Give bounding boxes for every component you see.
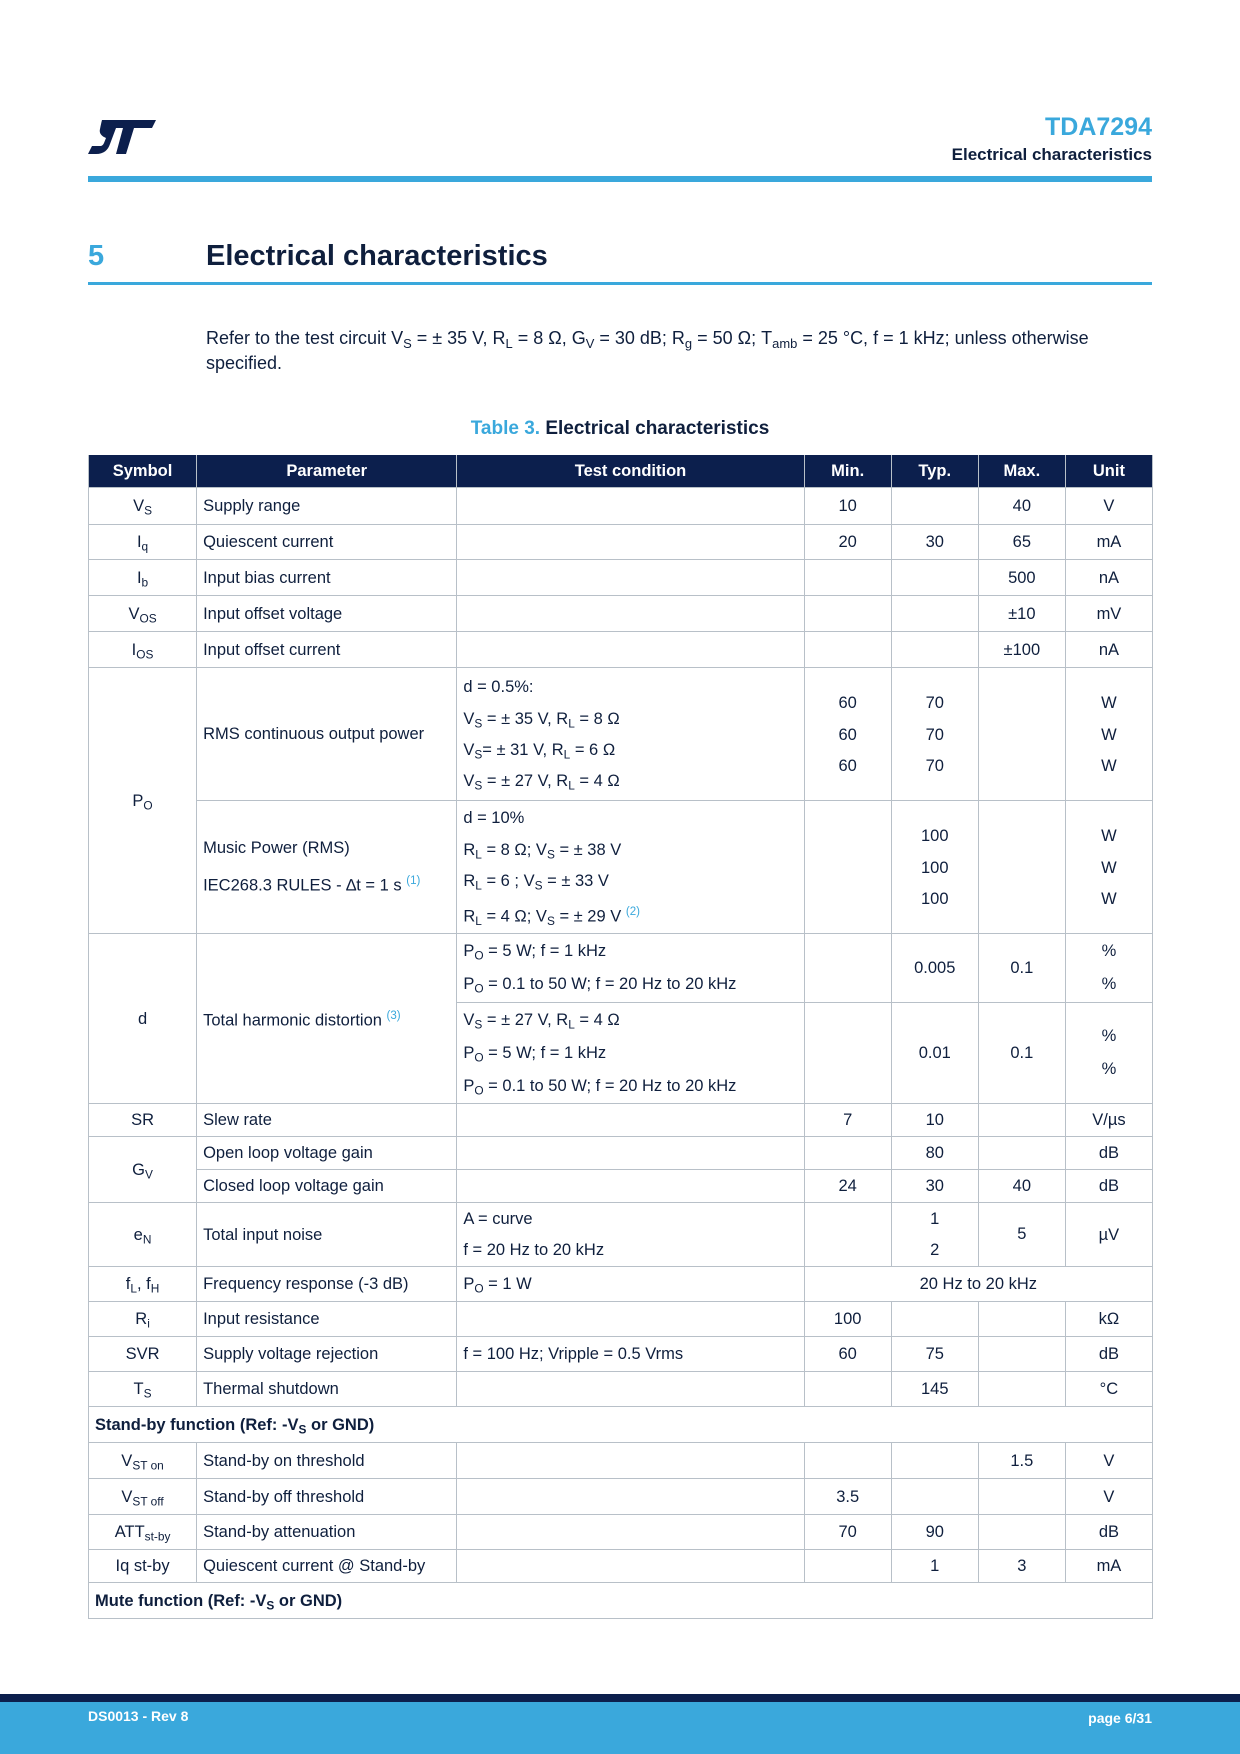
parameter-cell: Music Power (RMS) IEC268.3 RULES - ∆t = 1 s $^{(1)}$ — [197, 801, 457, 934]
unit-cell: dB — [1065, 1170, 1152, 1203]
table-row — [89, 488, 1153, 525]
parameter-cell: Supply voltage rejection — [197, 1337, 457, 1372]
unit-cell: mA — [1065, 1550, 1152, 1583]
mute-section-heading: Mute function (Ref: $-V_S$ or GND) — [89, 1583, 1153, 1619]
table-row — [89, 1267, 1153, 1302]
table-section-row — [89, 1583, 1153, 1619]
typ-cell: 70 70 70 — [891, 668, 978, 801]
table-row — [89, 632, 1153, 668]
unit-cell: W W W — [1065, 668, 1152, 801]
condition-cell — [457, 1515, 804, 1550]
document-subtitle: Electrical characteristics — [951, 145, 1152, 164]
footnote-ref: (2) — [625, 905, 640, 918]
max-cell: 40 — [978, 1170, 1065, 1203]
symbol-cell: Iq st-by — [89, 1550, 197, 1583]
table-row — [89, 1372, 1153, 1407]
table-row — [89, 1203, 1153, 1267]
header-block — [952, 112, 1152, 166]
unit-cell: mV — [1065, 596, 1152, 632]
parameter-cell: Input bias current — [197, 560, 457, 596]
typ-cell: 30 — [891, 525, 978, 560]
condition-cell — [457, 1137, 804, 1170]
max-cell: 40 — [978, 488, 1065, 525]
typ-cell: 100 100 100 — [891, 801, 978, 934]
parameter-cell: Input offset current — [197, 632, 457, 668]
min-cell: 20 — [804, 525, 891, 560]
table-row — [89, 1104, 1153, 1137]
column-header: Min. — [804, 455, 891, 488]
parameter-cell: Stand-by on threshold — [197, 1443, 457, 1479]
typ-cell: 75 — [891, 1337, 978, 1372]
table-row — [89, 525, 1153, 560]
typ-cell — [891, 488, 978, 525]
unit-cell: µV — [1065, 1203, 1152, 1267]
table-row — [89, 596, 1153, 632]
parameter-cell: Quiescent current — [197, 525, 457, 560]
table-row — [89, 1479, 1153, 1515]
typ-cell: 80 — [891, 1137, 978, 1170]
max-cell — [978, 1302, 1065, 1337]
typ-cell: 1 2 — [891, 1203, 978, 1267]
table-title: Electrical characteristics — [545, 418, 770, 439]
unit-cell: V — [1065, 1479, 1152, 1515]
footer-doc-id: DS0013 - Rev 8 — [88, 1708, 189, 1724]
parameter-cell: Stand-by off threshold — [197, 1479, 457, 1515]
max-cell: 0.1 — [978, 1003, 1065, 1104]
header-rule — [88, 176, 1152, 182]
condition-cell — [457, 1550, 804, 1583]
parameter-cell: Thermal shutdown — [197, 1372, 457, 1407]
symbol-cell: $V_S$ — [89, 488, 197, 525]
range-value-cell: 20 Hz to 20 kHz — [804, 1267, 1152, 1302]
unit-cell: W W W — [1065, 801, 1152, 934]
max-cell: 1.5 — [978, 1443, 1065, 1479]
min-cell: 70 — [804, 1515, 891, 1550]
parameter-cell: Total input noise — [197, 1203, 457, 1267]
symbol-cell: SR — [89, 1104, 197, 1137]
max-cell: ±10 — [978, 596, 1065, 632]
max-cell: 5 — [978, 1203, 1065, 1267]
max-cell: 65 — [978, 525, 1065, 560]
min-cell: 100 — [804, 1302, 891, 1337]
condition-cell — [457, 596, 804, 632]
max-cell: 0.1 — [978, 934, 1065, 1003]
column-header: Typ. — [891, 455, 978, 488]
min-cell — [804, 632, 891, 668]
typ-cell: 90 — [891, 1515, 978, 1550]
min-cell — [804, 1550, 891, 1583]
section-title: Electrical characteristics — [206, 240, 548, 272]
column-header: Test condition — [457, 455, 804, 488]
min-cell: 24 — [804, 1170, 891, 1203]
parameter-cell: Stand-by attenuation — [197, 1515, 457, 1550]
min-cell — [804, 560, 891, 596]
footnote-ref: (1) — [406, 874, 421, 887]
column-header: Unit — [1065, 455, 1152, 488]
condition-cell — [457, 1443, 804, 1479]
min-cell — [804, 1137, 891, 1170]
condition-cell: d = 0.5%: $V_S$ = ± 35 V, $R_L = 8$ Ω $V_S= \pm 31$ V, $R_L = 6$ Ω $V_S$ = ± 27 V, $R_L = 4$ Ω — [457, 668, 804, 801]
symbol-cell: $P_O$ — [89, 668, 197, 934]
min-cell — [804, 596, 891, 632]
min-cell: 10 — [804, 488, 891, 525]
st-logo-icon — [88, 118, 158, 156]
symbol-cell: $V_{ST on}$ — [89, 1443, 197, 1479]
parameter-cell: Open loop voltage gain — [197, 1137, 457, 1170]
typ-cell: 30 — [891, 1170, 978, 1203]
min-cell — [804, 801, 891, 934]
parameter-cell: Supply range — [197, 488, 457, 525]
symbol-cell: $G_V$ — [89, 1137, 197, 1203]
parameter-cell: Input resistance — [197, 1302, 457, 1337]
table-row — [89, 1302, 1153, 1337]
column-header: Symbol — [89, 455, 197, 488]
typ-cell — [891, 560, 978, 596]
unit-cell: kΩ — [1065, 1302, 1152, 1337]
max-cell — [978, 1337, 1065, 1372]
section-number: 5 — [88, 240, 105, 272]
condition-cell — [457, 632, 804, 668]
condition-cell — [457, 1104, 804, 1137]
condition-cell — [457, 488, 804, 525]
condition-cell — [457, 560, 804, 596]
condition-cell — [457, 525, 804, 560]
typ-cell — [891, 632, 978, 668]
max-cell — [978, 1104, 1065, 1137]
max-cell — [978, 801, 1065, 934]
table-row — [89, 934, 1153, 1003]
footer-dark-band — [0, 1694, 1240, 1702]
min-cell — [804, 1203, 891, 1267]
unit-cell: nA — [1065, 560, 1152, 596]
table-row — [89, 801, 1153, 934]
document-title: TDA7294 — [1045, 113, 1152, 141]
typ-cell — [891, 1302, 978, 1337]
table-row — [89, 1337, 1153, 1372]
typ-cell: 0.01 — [891, 1003, 978, 1104]
table-section-row — [89, 1407, 1153, 1443]
parameter-cell: Quiescent current @ Stand-by — [197, 1550, 457, 1583]
condition-cell — [457, 1170, 804, 1203]
condition-cell: $P_O = 1$ W — [457, 1267, 804, 1302]
symbol-cell: $V_{ST off}$ — [89, 1479, 197, 1515]
table-row — [89, 1170, 1153, 1203]
condition-cell: $V_S$ = ± 27 V, $R_L = 4$ Ω $P_O = 5$ W; f = 1 kHz $P_O = 0.1$ to 50 W; f = 20 Hz to 20 kHz — [457, 1003, 804, 1104]
table-header-row — [89, 455, 1153, 488]
section-rule — [88, 282, 1152, 285]
unit-cell: V/µs — [1065, 1104, 1152, 1137]
unit-cell: mA — [1065, 525, 1152, 560]
column-header: Max. — [978, 455, 1065, 488]
table-number: Table 3. — [470, 418, 541, 439]
max-cell — [978, 1515, 1065, 1550]
max-cell — [978, 1137, 1065, 1170]
max-cell — [978, 1479, 1065, 1515]
condition-cell — [457, 1479, 804, 1515]
unit-cell: °C — [1065, 1372, 1152, 1407]
condition-cell: $P_O = 5$ W; f = 1 kHz $P_O = 0.1$ to 50 W; f = 20 Hz to 20 kHz — [457, 934, 804, 1003]
unit-cell: nA — [1065, 632, 1152, 668]
typ-cell: 145 — [891, 1372, 978, 1407]
max-cell — [978, 668, 1065, 801]
table-row — [89, 1515, 1153, 1550]
typ-cell — [891, 1443, 978, 1479]
table-row — [89, 560, 1153, 596]
column-header: Parameter — [197, 455, 457, 488]
symbol-cell: d — [89, 934, 197, 1104]
parameter-cell: Slew rate — [197, 1104, 457, 1137]
condition-cell: d = 10% $R_L = 8$ Ω; $V_S$ = ± 38 V $R_L = 6$ ; $V_S$ = ± 33 V $R_L = 4$ Ω; $V_S$ = ± 29 V $^{(2)}$ — [457, 801, 804, 934]
min-cell: 60 60 60 — [804, 668, 891, 801]
min-cell: 60 — [804, 1337, 891, 1372]
unit-cell: dB — [1065, 1515, 1152, 1550]
symbol-cell: $f_L$, $f_H$ — [89, 1267, 197, 1302]
parameter-cell: Frequency response (-3 dB) — [197, 1267, 457, 1302]
parameter-cell: Closed loop voltage gain — [197, 1170, 457, 1203]
max-cell: ±100 — [978, 632, 1065, 668]
table-caption — [88, 418, 1152, 440]
table-row — [89, 1550, 1153, 1583]
electrical-characteristics-table — [88, 455, 1153, 1619]
parameter-cell: Total harmonic distortion $^{(3)}$ — [197, 934, 457, 1104]
typ-cell: 10 — [891, 1104, 978, 1137]
symbol-cell: $ATT_{st-by}$ — [89, 1515, 197, 1550]
footer-page-number: page 6/31 — [1088, 1710, 1152, 1726]
condition-cell — [457, 1302, 804, 1337]
footnote-ref: (3) — [386, 1010, 401, 1023]
typ-cell — [891, 596, 978, 632]
table-row — [89, 1443, 1153, 1479]
min-cell — [804, 1003, 891, 1104]
condition-cell — [457, 1372, 804, 1407]
condition-cell: f = 100 Hz; Vripple = 0.5 Vrms — [457, 1337, 804, 1372]
min-cell — [804, 934, 891, 1003]
max-cell — [978, 1372, 1065, 1407]
min-cell — [804, 1372, 891, 1407]
min-cell: 3.5 — [804, 1479, 891, 1515]
unit-cell: % % — [1065, 934, 1152, 1003]
symbol-cell: $T_S$ — [89, 1372, 197, 1407]
parameter-cell: Input offset voltage — [197, 596, 457, 632]
unit-cell: V — [1065, 1443, 1152, 1479]
symbol-cell: $I_{OS}$ — [89, 632, 197, 668]
symbol-cell: $I_q$ — [89, 525, 197, 560]
unit-cell: % % — [1065, 1003, 1152, 1104]
symbol-cell: $R_i$ — [89, 1302, 197, 1337]
typ-cell — [891, 1479, 978, 1515]
parameter-cell: RMS continuous output power — [197, 668, 457, 801]
unit-cell: dB — [1065, 1137, 1152, 1170]
unit-cell: dB — [1065, 1337, 1152, 1372]
symbol-cell: $I_b$ — [89, 560, 197, 596]
standby-section-heading: Stand-by function (Ref: $-V_S$ or GND) — [89, 1407, 1153, 1443]
min-cell: 7 — [804, 1104, 891, 1137]
table-row — [89, 668, 1153, 801]
intro-paragraph: Refer to the test circuit $V_S$ = ± 35 V, $R_L = 8$ Ω, $G_V = 30$ dB; $R_g = 50$ Ω; $T_{amb} = 25$ °C, f = 1 kHz; unless otherwise specified. — [206, 328, 1089, 373]
max-cell: 3 — [978, 1550, 1065, 1583]
table-row — [89, 1137, 1153, 1170]
min-cell — [804, 1443, 891, 1479]
condition-cell: A = curve f = 20 Hz to 20 kHz — [457, 1203, 804, 1267]
symbol-cell: SVR — [89, 1337, 197, 1372]
symbol-cell: $e_N$ — [89, 1203, 197, 1267]
unit-cell: V — [1065, 488, 1152, 525]
typ-cell: 0.005 — [891, 934, 978, 1003]
max-cell: 500 — [978, 560, 1065, 596]
symbol-cell: $V_{OS}$ — [89, 596, 197, 632]
typ-cell: 1 — [891, 1550, 978, 1583]
